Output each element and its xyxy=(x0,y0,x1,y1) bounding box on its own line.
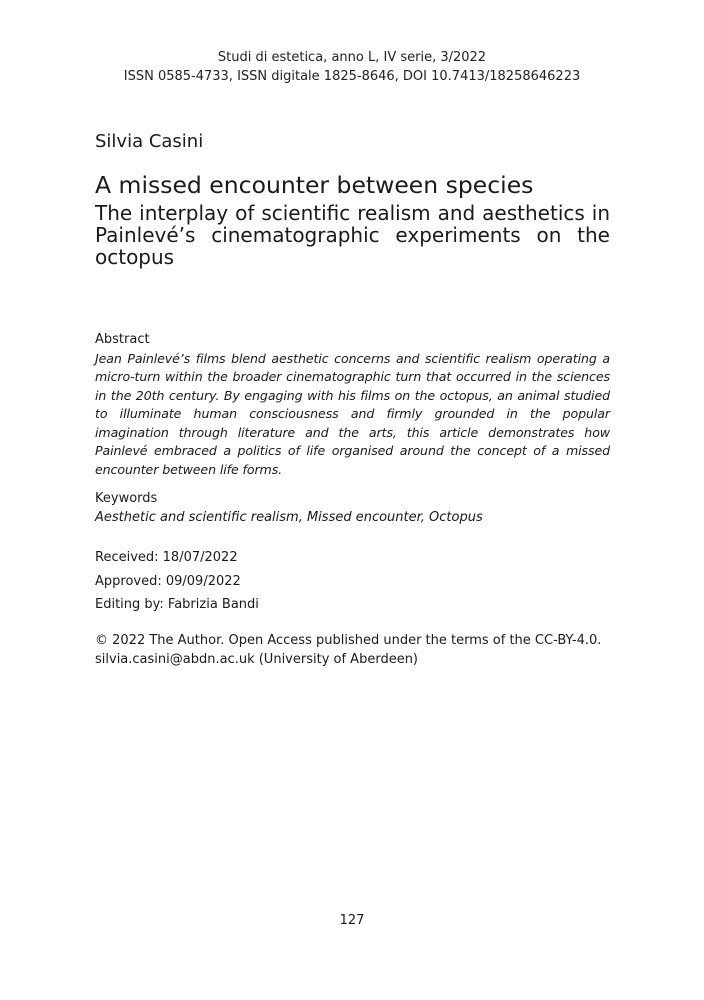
page-number: 127 xyxy=(339,913,365,928)
journal-citation: Studi di estetica, anno L, IV serie, 3/2022 xyxy=(217,50,487,65)
author-contact: silvia.casini@abdn.ac.uk (University of Aberdeen) xyxy=(95,652,419,667)
approved-date: Approved: 09/09/2022 xyxy=(95,573,241,589)
keywords-text: Aesthetic and scientific realism, Missed encounter, Octopus xyxy=(95,509,483,525)
author-name: Silvia Casini xyxy=(95,131,204,152)
keywords-label: Keywords xyxy=(95,491,158,506)
article-title: A missed encounter between species xyxy=(95,171,534,199)
received-date: Received: 18/07/2022 xyxy=(95,550,238,565)
journal-issn-doi: ISSN 0585-4733, ISSN digitale 1825-8646, DOI 10.7413/18258646223 xyxy=(123,69,581,84)
journal-header xyxy=(0,48,704,86)
keywords-section xyxy=(95,490,610,527)
title-block xyxy=(95,170,610,268)
license-text: © 2022 The Author. Open Access published under the terms of the CC-BY-4.0. xyxy=(95,633,602,648)
abstract-label: Abstract xyxy=(95,332,150,347)
abstract-text: Jean Painlevé’s films blend aesthetic concerns and scientific realism operating a micro-turn within the broader cinematographic turn that occurred in the sciences in the 20th century. By engaging with his films on the octopus, an animal studied to illuminate human consciousness and firmly grounded in the popular imagination through literature and the arts, this article demonstrates how Painlevé embraced a politics of life organised around the concept of a missed encounter between life forms. xyxy=(95,350,610,477)
license-section xyxy=(95,631,610,669)
dates-section xyxy=(95,546,610,617)
editor-credit: Editing by: Fabrizia Bandi xyxy=(95,597,259,612)
article-subtitle: The interplay of scientific realism and aesthetics in Painlevé’s cinematographic experiments on the octopus xyxy=(95,201,610,269)
abstract-section xyxy=(95,331,610,479)
